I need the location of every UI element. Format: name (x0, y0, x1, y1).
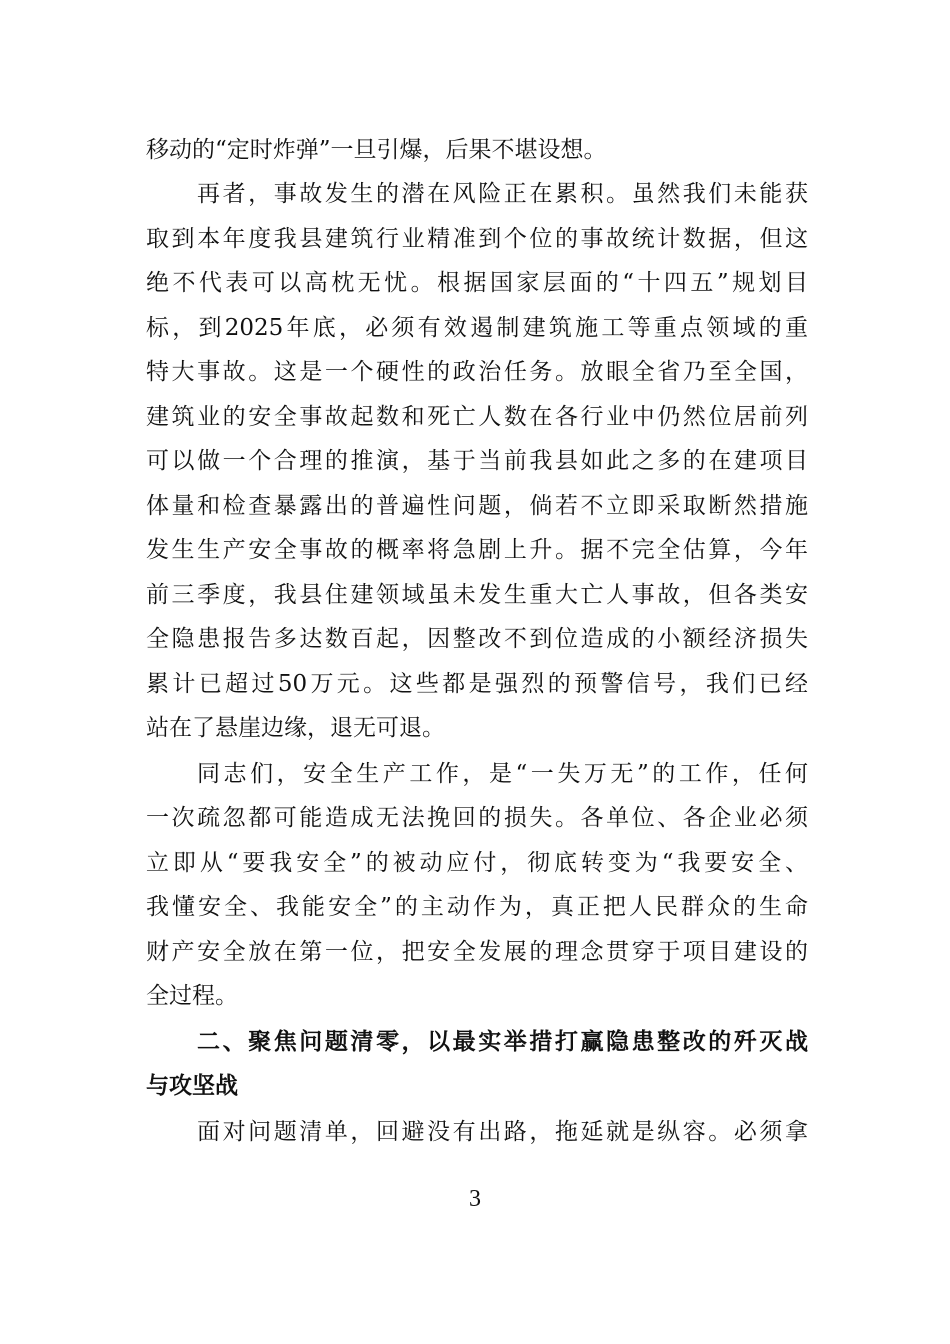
page-number: 3 (469, 1186, 481, 1212)
text-line: 一次疏忽都可能造成无法挽回的损失。各单位、各企业必须 (146, 805, 808, 831)
text-line: 体量和检查暴露出的普遍性问题，倘若不立即采取断然措施 (146, 493, 808, 519)
text-line: 前三季度，我县住建领域虽未发生重大亡人事故，但各类安 (146, 582, 808, 608)
section-heading: 二、聚焦问题清零，以最实举措打赢隐患整改的歼灭战 (197, 1029, 808, 1055)
text-line: 绝不代表可以高枕无忧。根据国家层面的“十四五”规划目 (146, 270, 808, 296)
text-line: 标，到2025年底，必须有效遏制建筑施工等重点领域的重 (146, 315, 808, 341)
text-line: 移动的“定时炸弹”一旦引爆，后果不堪设想。 (146, 137, 607, 163)
text-line: 取到本年度我县建筑行业精准到个位的事故统计数据，但这 (146, 226, 808, 252)
section-heading-continued: 与攻坚战 (146, 1073, 238, 1099)
text-line: 建筑业的安全事故起数和死亡人数在各行业中仍然位居前列 (146, 404, 808, 430)
text-line: 站在了悬崖边缘，退无可退。 (146, 715, 445, 741)
paragraph-first-line: 同志们，安全生产工作，是“一失万无”的工作，任何 (197, 761, 808, 787)
text-line: 发生生产安全事故的概率将急剧上升。据不完全估算，今年 (146, 537, 808, 563)
paragraph-first-line: 面对问题清单，回避没有出路，拖延就是纵容。必须拿 (197, 1119, 808, 1145)
text-line: 可以做一个合理的推演，基于当前我县如此之多的在建项目 (146, 448, 808, 474)
text-line: 我懂安全、我能安全”的主动作为，真正把人民群众的生命 (146, 894, 808, 920)
text-line: 财产安全放在第一位，把安全发展的理念贯穿于项目建设的 (146, 939, 808, 965)
text-line: 全隐患报告多达数百起，因整改不到位造成的小额经济损失 (146, 626, 808, 652)
text-line: 累计已超过50万元。这些都是强烈的预警信号，我们已经 (146, 671, 808, 697)
text-line: 立即从“要我安全”的被动应付，彻底转变为“我要安全、 (146, 850, 808, 876)
paragraph-first-line: 再者，事故发生的潜在风险正在累积。虽然我们未能获 (197, 181, 808, 207)
text-line: 全过程。 (146, 983, 238, 1009)
text-line: 特大事故。这是一个硬性的政治任务。放眼全省乃至全国， (146, 359, 808, 385)
